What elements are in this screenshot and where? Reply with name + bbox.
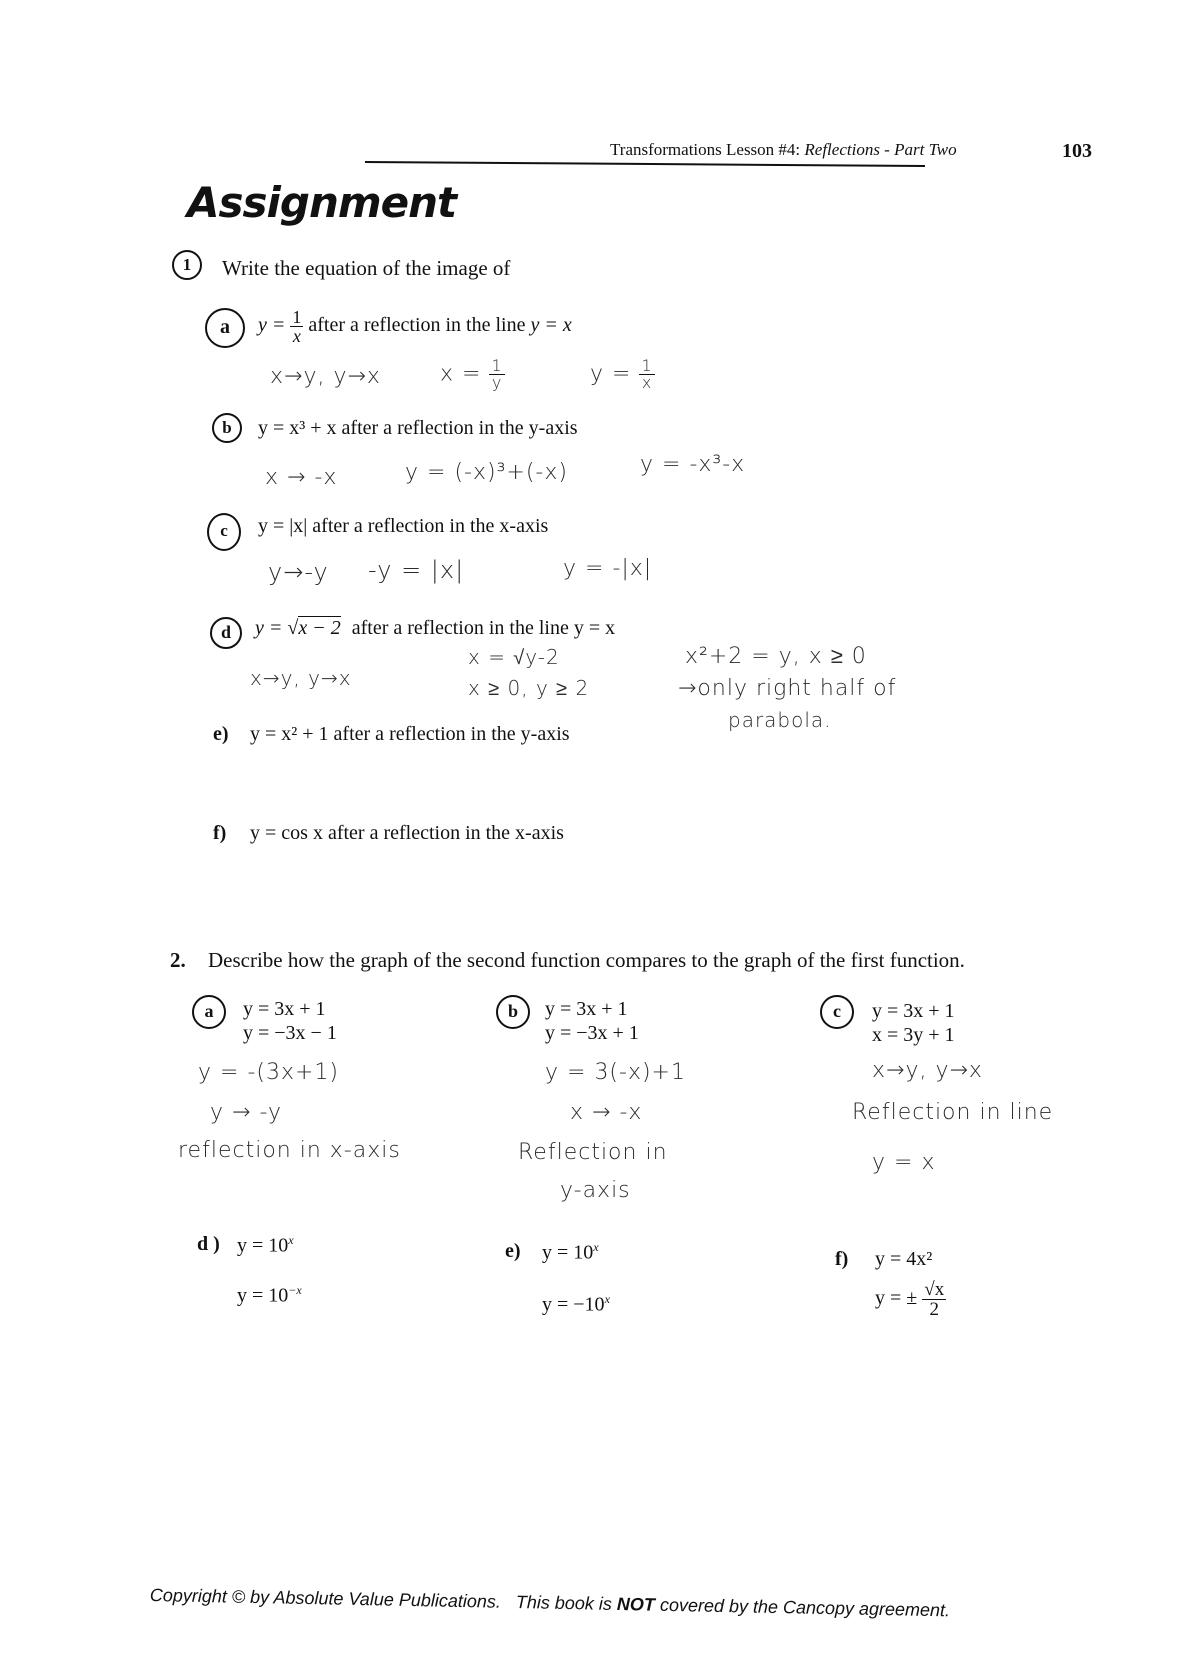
- q2a-label: a: [192, 995, 226, 1029]
- q2c-work-3: y = x: [872, 1150, 936, 1175]
- q1b-work-3: y = -x³-x: [640, 452, 746, 477]
- q1d-question: y = √x − 2 after a reflection in the line y = x: [255, 617, 616, 639]
- q1e-question: y = x² + 1 after a reflection in the y-axis: [250, 723, 570, 745]
- q1a-work-2: x = $\frac{1}{y}$: [440, 356, 503, 392]
- q1b-work-2: y = (-x)³+(-x): [405, 460, 568, 485]
- q1c-work-3: y = -|x|: [563, 556, 653, 581]
- q2e-label: e): [505, 1240, 521, 1262]
- q1b-question: y = x³ + x after a reflection in the y-axis: [258, 417, 578, 439]
- q1d-work-4: x²+2 = y, x ≥ 0: [685, 644, 867, 669]
- q1d-work-1: x→y, y→x: [250, 666, 352, 690]
- q1a-work-3: y = $\frac{1}{x}$: [590, 356, 653, 392]
- q2-prompt: Describe how the graph of the second function compares to the graph of the first function.: [208, 948, 965, 972]
- lesson-title: Reflections - Part Two: [804, 140, 957, 159]
- q2a-work-3: reflection in x-axis: [178, 1138, 401, 1163]
- q2b-label: b: [496, 995, 530, 1029]
- q1c-question: y = |x| after a reflection in the x-axis: [258, 515, 549, 537]
- q2b-eq2: y = −3x + 1: [545, 1022, 639, 1044]
- q2a-work-1: y = -(3x+1): [198, 1060, 339, 1085]
- q1c-work-2: -y = |x|: [368, 556, 465, 584]
- page-number: 103: [1062, 140, 1092, 162]
- q2c-work-2: Reflection in line: [852, 1100, 1054, 1125]
- radical: √x − 2: [287, 617, 341, 639]
- running-header: [610, 140, 957, 160]
- q2f-eq2: y = ± $\frac{√x}{2}$: [875, 1279, 945, 1320]
- q2f-eq1: y = 4x²: [875, 1248, 933, 1270]
- q2f-label: f): [835, 1248, 849, 1270]
- q1d-work-2: x = √y-2: [468, 645, 560, 669]
- q2a-work-2: y → -y: [210, 1100, 283, 1125]
- copyright-footer: Copyright © by Absolute Value Publications. This book is NOT covered by the Cancopy agreement.: [149, 1585, 951, 1621]
- q1b-label: b: [212, 413, 242, 443]
- q1f-label: f): [213, 822, 227, 844]
- q2d-eq2: $y = 10^{-x}$: [237, 1283, 302, 1307]
- q1a-work-1: x→y, y→x: [270, 364, 381, 389]
- q2c-eq1: y = 3x + 1: [872, 1000, 955, 1022]
- q1a-question: y = $\frac{1}{x}$ after a reflection in the line y = x: [258, 307, 572, 346]
- q2a-eq1: y = 3x + 1: [243, 998, 326, 1020]
- q2d-label: d ): [197, 1233, 220, 1255]
- q1-prompt: Write the equation of the image of: [222, 256, 511, 280]
- q1c-label: c: [207, 513, 241, 551]
- q1d-work-6: parabola.: [728, 708, 832, 732]
- q1a-label: a: [205, 308, 245, 348]
- q1f-question: y = cos x after a reflection in the x-axis: [250, 822, 564, 844]
- q1b-work-1: x → -x: [265, 465, 338, 490]
- q1d-work-3: x ≥ 0, y ≥ 2: [468, 676, 590, 700]
- q2e-eq1: $y = 10^x$: [542, 1240, 599, 1264]
- q2b-eq1: y = 3x + 1: [545, 998, 628, 1020]
- q2b-work-1: y = 3(-x)+1: [545, 1060, 686, 1085]
- q2c-label: c: [820, 995, 854, 1029]
- q1-number: 1: [172, 250, 202, 280]
- q1d-work-5: →only right half of: [678, 676, 897, 701]
- q1e-label: e): [213, 723, 229, 745]
- q2c-eq2: x = 3y + 1: [872, 1024, 955, 1046]
- q2b-work-4: y-axis: [560, 1178, 631, 1203]
- q2-number: 2.: [170, 948, 186, 972]
- q2c-work-1: x→y, y→x: [872, 1058, 983, 1083]
- q2b-work-3: Reflection in: [518, 1140, 668, 1165]
- q2d-eq1: $y = 10^x$: [237, 1233, 294, 1257]
- fraction: $\frac{1}{x}$: [292, 307, 302, 346]
- q1c-work-1: y→-y: [268, 558, 329, 586]
- assignment-title: Assignment: [187, 178, 457, 227]
- copyright-text: Copyright © by Absolute Value Publications.: [149, 1585, 502, 1612]
- q2e-eq2: $y = -10^x$: [542, 1292, 610, 1316]
- q2b-work-2: x → -x: [570, 1100, 643, 1125]
- q2a-eq2: y = −3x − 1: [243, 1022, 337, 1044]
- lesson-prefix: Transformations Lesson #4:: [610, 140, 801, 159]
- q1d-label: d: [210, 617, 242, 649]
- header-rule: [365, 161, 925, 167]
